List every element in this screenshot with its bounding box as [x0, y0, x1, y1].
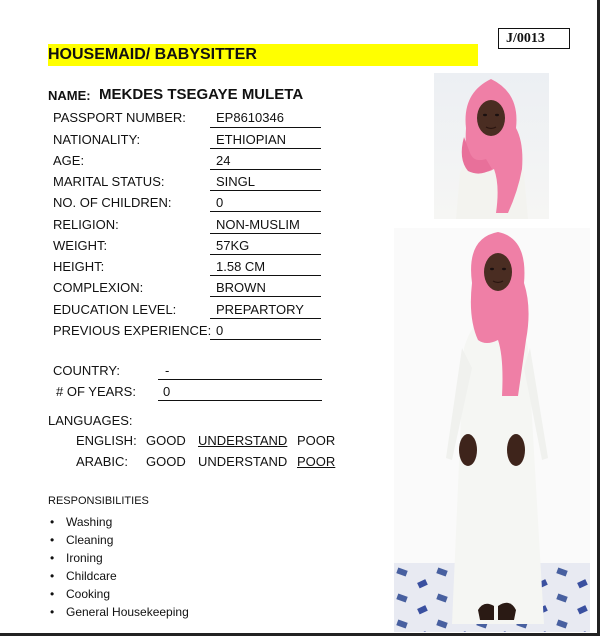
complexion-underline: [210, 296, 321, 297]
nationality-value: ETHIOPIAN: [216, 132, 287, 147]
list-bullet: •: [50, 533, 55, 547]
children-underline: [210, 211, 321, 212]
english-poor: POOR: [297, 433, 336, 448]
experience-label: PREVIOUS EXPERIENCE:: [53, 323, 212, 338]
children-value: 0: [216, 195, 224, 210]
age-underline: [210, 169, 321, 170]
marital-status-underline: [210, 190, 321, 191]
english-label: ENGLISH:: [76, 433, 137, 448]
education-value: PREPARTORY: [216, 302, 304, 317]
education-label: EDUCATION LEVEL:: [53, 302, 177, 317]
education-underline: [210, 318, 321, 319]
height-underline: [210, 275, 321, 276]
responsibility-item: Cleaning: [66, 533, 114, 547]
full-body-photo: [394, 228, 590, 632]
nationality-label: NATIONALITY:: [53, 132, 141, 147]
religion-label: RELIGION:: [53, 217, 119, 232]
name-label: NAME:: [48, 88, 91, 103]
religion-value: NON-MUSLIM: [216, 217, 300, 232]
height-value: 1.58 CM: [216, 259, 266, 274]
marital-status-value: SINGL: [216, 174, 256, 189]
complexion-value: BROWN: [216, 280, 266, 295]
years-label: # OF YEARS:: [56, 384, 136, 399]
experience-value: 0: [216, 323, 224, 338]
page-title: HOUSEMAID/ BABYSITTER: [48, 46, 257, 63]
name-value: MEKDES TSEGAYE MULETA: [99, 86, 304, 103]
arabic-good: GOOD: [146, 454, 186, 469]
age-value: 24: [216, 153, 231, 168]
responsibility-item: Ironing: [66, 551, 103, 565]
country-label: COUNTRY:: [53, 363, 120, 378]
passport-label: PASSPORT NUMBER:: [53, 110, 186, 125]
responsibility-item: Childcare: [66, 569, 117, 583]
weight-label: WEIGHT:: [53, 238, 108, 253]
responsibility-item: General Housekeeping: [66, 605, 189, 619]
responsibility-item: Cooking: [66, 587, 111, 601]
country-underline: [158, 379, 322, 380]
list-bullet: •: [50, 587, 55, 601]
portrait-photo: [434, 73, 549, 219]
age-label: AGE:: [53, 153, 85, 168]
responsibilities-label: RESPONSIBILITIES: [48, 495, 149, 507]
english-good: GOOD: [146, 433, 186, 448]
experience-underline: [210, 339, 321, 340]
complexion-label: COMPLEXION:: [53, 280, 144, 295]
years-underline: [158, 400, 322, 401]
languages-label: LANGUAGES:: [48, 413, 133, 428]
years-value: 0: [163, 384, 171, 399]
children-label: NO. OF CHILDREN:: [53, 195, 172, 210]
weight-underline: [210, 254, 321, 255]
arabic-label: ARABIC:: [76, 454, 129, 469]
weight-value: 57KG: [216, 238, 250, 253]
english-understand-selected: UNDERSTAND: [198, 433, 288, 448]
arabic-understand: UNDERSTAND: [198, 454, 288, 469]
list-bullet: •: [50, 551, 55, 565]
passport-underline: [210, 127, 321, 128]
passport-value: EP8610346: [216, 110, 284, 125]
list-bullet: •: [50, 605, 55, 619]
nationality-underline: [210, 148, 321, 149]
responsibility-item: Washing: [66, 515, 113, 529]
list-bullet: •: [50, 515, 55, 529]
religion-underline: [210, 233, 321, 234]
list-bullet: •: [50, 569, 55, 583]
country-value: -: [165, 363, 170, 378]
arabic-poor-selected: POOR: [297, 454, 336, 469]
marital-status-label: MARITAL STATUS:: [53, 174, 165, 189]
reference-code: J/0013: [498, 28, 570, 49]
height-label: HEIGHT:: [53, 259, 105, 274]
